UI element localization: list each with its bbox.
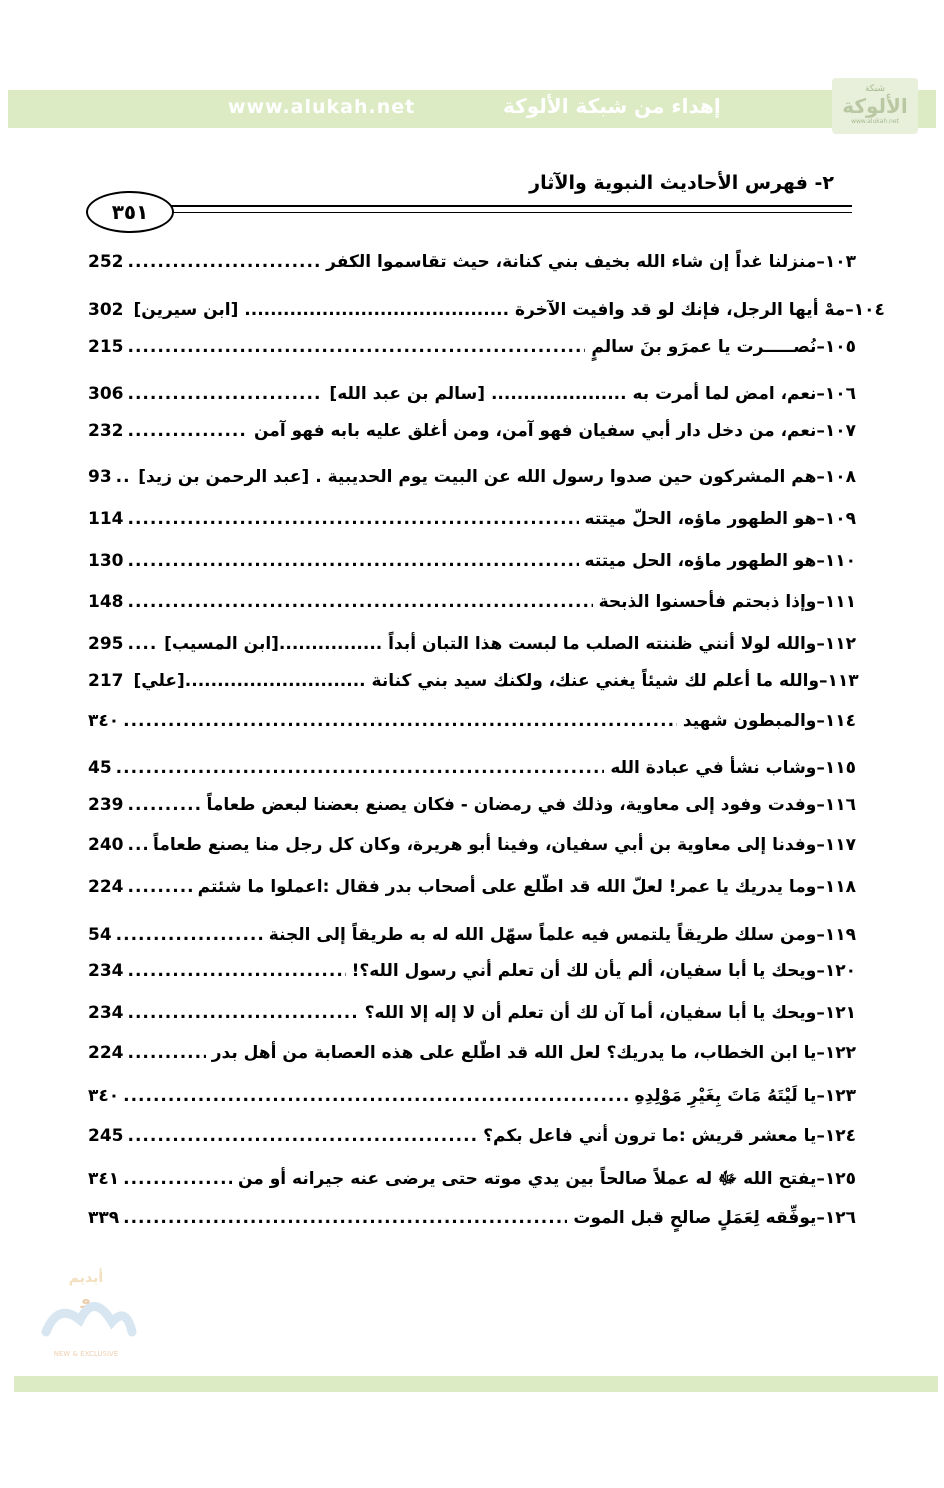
leader-dots [123, 1169, 232, 1189]
entry-text: ١٢٥–يفتح الله ﷻ له عملاً صالحاً بين يدي موته حتى يرضى عنه جيرانه أو من [237, 1169, 856, 1189]
stamp-bottom-text: NEW & EXCLUSIVE [53, 1350, 119, 1358]
leader-dots [128, 337, 586, 357]
leader-dots [116, 467, 133, 487]
entry-page: 54 [88, 925, 112, 945]
entry-page: 224 [88, 877, 124, 897]
index-entry [88, 467, 856, 497]
entry-text: ١١٦–وفدت وفود إلى معاوية، وذلك في رمضان - فكان يصنع بعضنا لبعض طعاماً [206, 795, 856, 815]
entry-page: ٣٤١ [88, 1169, 120, 1189]
entry-page: 240 [88, 835, 124, 855]
leader-dots [128, 1126, 478, 1146]
entry-text: ١١٢–والله لولا أنني ظننته الصلب ما لبست هذا التبان أبداً ................[ابن المسيب] [164, 634, 856, 654]
index-entry [88, 509, 856, 539]
index-entry [88, 421, 856, 451]
index-entry [88, 551, 856, 581]
logo-url: www.alukah.net [851, 118, 899, 125]
leader-dots [128, 795, 201, 815]
new-exclusive-stamp [28, 1262, 144, 1366]
index-entry [88, 758, 856, 788]
index-entry [88, 671, 859, 701]
entry-page: 148 [88, 592, 124, 612]
leader-dots [128, 877, 192, 897]
leader-dots [128, 551, 579, 571]
header-rule [168, 205, 852, 207]
entry-page: 232 [88, 421, 124, 441]
entry-text: ١١٤–والمبطون شهيد [682, 711, 856, 731]
index-entry [88, 835, 856, 865]
leader-dots [128, 1003, 359, 1023]
entry-text: ١٢٣–يا لَيْتَهُ مَاتَ بِغَيْرِ مَوْلِدِهِ [634, 1086, 856, 1106]
index-entry [88, 1003, 856, 1033]
logo-small-text: شبكة [864, 84, 886, 94]
entry-text: ١٠٧–نعم، من دخل دار أبي سفيان فهو آمن، ومن أغلق عليه بابه فهو آمن [254, 421, 856, 441]
index-entry [88, 877, 856, 907]
entry-text: ١٢٠–ويحك يا أبا سفيان، ألم يأن لك أن تعلم أني رسول الله؟! [351, 961, 856, 981]
entry-text: ١٢٤–يا معشر قريش :ما ترون أني فاعل بكم؟ [483, 1126, 856, 1146]
stamp-mid-text: و [81, 1289, 91, 1308]
index-entry [88, 1168, 856, 1198]
entry-text: ١١١–وإذا ذبحتم فأحسنوا الذبحة [598, 592, 856, 612]
entry-text: ١١٨–وما يدريك يا عمر! لعلّ الله قد اطّلع على أصحاب بدر فقال :اعملوا ما شئتم [197, 877, 856, 897]
index-entry [88, 384, 856, 414]
entry-text: ١٢٢–يا ابن الخطاب، ما يدريك؟ لعل الله قد اطّلع على هذه العصابة من أهل بدر [211, 1043, 856, 1063]
entry-text: ١٢١–ويحك يا أبا سفيان، أما آن لك أن تعلم أن لا إله إلا الله؟ [364, 1003, 856, 1023]
entry-page: 245 [88, 1126, 124, 1146]
leader-dots [128, 252, 321, 272]
entry-page: ٣٤٠ [88, 1086, 120, 1106]
index-entry [88, 1126, 856, 1156]
stamp-swirl [46, 1306, 132, 1332]
entry-page: ٣٤٠ [88, 711, 120, 731]
page-number-badge: ٣٥١ [86, 191, 174, 233]
entry-page: 93 [88, 467, 112, 487]
entry-text: ١٢٦–يوفِّقه لِعَمَلٍ صالحٍ قبل الموت [573, 1208, 856, 1228]
entry-text: ١١٣–والله ما أعلم لك شيئاً يغني عنك، ولكنك سيد بني كنانة ............................[علي] [133, 671, 859, 691]
entry-text: ١٠٩–هو الطهور ماؤه، الحلّ ميتته [584, 509, 856, 529]
index-entry [88, 961, 856, 991]
entry-page: 114 [88, 509, 124, 529]
index-entry [88, 711, 856, 741]
entry-page: 295 [88, 634, 124, 654]
footer-band [14, 1376, 938, 1392]
index-entry [88, 795, 856, 825]
site-url[interactable]: www.alukah.net [228, 96, 416, 118]
index-entry [88, 252, 856, 282]
gift-text: إهداء من شبكة الألوكة [503, 94, 721, 118]
entry-text: ١١٧–وفدنا إلى معاوية بن أبي سفيان، وفينا أبو هريرة، وكان كل رجل منا يصنع طعاماً [153, 835, 856, 855]
entry-text: ١٠٨–هم المشركون حين صدوا رسول الله عن البيت يوم الحديبية . [عبد الرحمن بن زيد] [138, 467, 856, 487]
leader-dots [128, 634, 159, 654]
index-entry [88, 1208, 856, 1238]
logo-text: الألوكة [842, 94, 908, 118]
entry-text: ١٠٣–منزلنا غداً إن شاء الله بخيف بني كنانة، حيث تقاسموا الكفر [326, 252, 856, 272]
site-banner [8, 84, 936, 128]
leader-dots [128, 592, 593, 612]
index-entry [88, 1043, 856, 1073]
entry-page: 45 [88, 758, 112, 778]
leader-dots [123, 1086, 628, 1106]
entry-page: 215 [88, 337, 124, 357]
leader-dots [128, 835, 148, 855]
entry-text: ١١٠–هو الطهور ماؤه، الحل ميتته [584, 551, 856, 571]
leader-dots [116, 758, 605, 778]
entry-text: ١١٥–وشاب نشأ في عبادة الله [610, 758, 856, 778]
leader-dots [116, 925, 263, 945]
leader-dots [128, 961, 346, 981]
entry-page: 302 [88, 300, 124, 320]
leader-dots [128, 421, 249, 441]
entry-text: ١٠٤–مهْ أيها الرجل، فإنك لو قد وافيت الآخرة ......................................... [ابن سيرين] [133, 300, 885, 320]
entry-page: 224 [88, 1043, 124, 1063]
entry-page: 234 [88, 961, 124, 981]
entry-page: ٣٣٩ [88, 1208, 120, 1228]
header-rule-thin [168, 212, 852, 213]
leader-dots [123, 711, 677, 731]
entry-text: ١٠٦–نعم، امض لما أمرت به ..................... [سالم بن عبد الله] [329, 384, 856, 404]
entry-page: 252 [88, 252, 124, 272]
entry-page: 130 [88, 551, 124, 571]
stamp-top-text: أيديم [68, 1270, 104, 1286]
index-entry [88, 300, 885, 330]
index-entry [88, 337, 856, 367]
leader-dots [128, 509, 579, 529]
entry-text: ١٠٥–نُصـــــرت يا عمرَو بنَ سالمٍ [591, 337, 856, 357]
index-entry [88, 592, 856, 622]
leader-dots [128, 1043, 206, 1063]
entry-page: 306 [88, 384, 124, 404]
entry-page: 217 [88, 671, 124, 691]
leader-dots [123, 1208, 567, 1228]
index-entry [88, 634, 856, 664]
section-title: ٢- فهرس الأحاديث النبوية والآثار [529, 172, 834, 194]
alukah-logo[interactable] [832, 78, 918, 134]
leader-dots [128, 384, 324, 404]
entry-text: ١١٩–ومن سلك طريقاً يلتمس فيه علماً سهّل الله له به طريقاً إلى الجنة [268, 925, 856, 945]
entry-page: 234 [88, 1003, 124, 1023]
index-entry [88, 925, 856, 955]
index-entry [88, 1086, 856, 1116]
entry-page: 239 [88, 795, 124, 815]
